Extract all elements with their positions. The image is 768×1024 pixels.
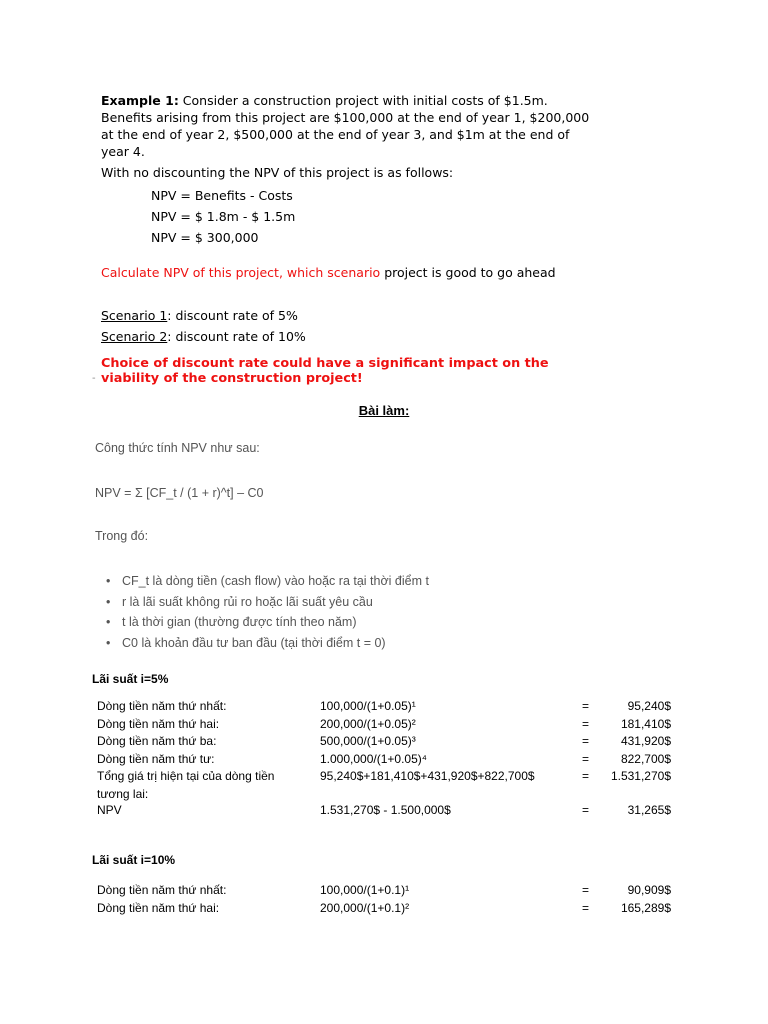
row-value: 431,920$ — [620, 734, 671, 748]
list-item: • t là thời gian (thường được tính theo năm) — [106, 612, 429, 633]
scenario-text: : discount rate of 5% — [167, 308, 298, 323]
definition-list — [106, 571, 429, 653]
row-value: 181,410$ — [620, 716, 671, 731]
row-value: 1.531,270$ — [610, 769, 671, 783]
row-formula: 200,000/(1+0.05)² — [320, 716, 416, 731]
where-text: Trong đó: — [95, 529, 149, 543]
list-item: • CF_t là dòng tiền (cash flow) vào hoặc ra tại thời điểm t — [106, 571, 429, 592]
row-formula: 200,000/(1+0.1)² — [320, 900, 410, 915]
row-formula: 100,000/(1+0.1)¹ — [320, 883, 410, 897]
example-body: Consider a construction project with initial costs of $1.5m. Benefits arising from this project are $100,000 at the end of year 1, $200,000 at the end of year 2, $500,000 at the end of year 3, and $1m at the end of year 4. — [101, 93, 590, 159]
scenario-item — [101, 326, 591, 347]
page-title: Bài làm: — [358, 403, 410, 418]
example-block — [92, 92, 591, 386]
section-title-5: Lãi suất i=5% — [92, 672, 169, 686]
calc-question-black: project is good to go ahead — [380, 265, 556, 280]
npv-line: NPV = Benefits - Costs — [151, 188, 293, 203]
example-lead: Example 1: — [101, 93, 179, 108]
dash-mark: - — [92, 373, 96, 384]
scenario-label: Scenario 1 — [101, 308, 168, 323]
npv-line: NPV = $ 1.8m - $ 1.5m — [151, 209, 296, 224]
npv-line: NPV = $ 300,000 — [151, 230, 259, 245]
row-equals: = — [582, 699, 590, 713]
row-label: Dòng tiền năm thứ ba: — [97, 734, 217, 748]
row-equals: = — [582, 751, 590, 766]
row-value: 31,265$ — [627, 803, 671, 817]
row-equals: = — [582, 769, 590, 783]
choice-warning — [92, 356, 591, 386]
row-equals: = — [582, 734, 590, 748]
row-label: Tổng giá trị hiện tại của dòng tiền tương lai: — [97, 769, 275, 801]
choice-text: Choice of discount rate could have a significant impact on the viability of the construction project! — [101, 356, 549, 386]
row-value: 95,240$ — [627, 699, 671, 713]
intro-text: Công thức tính NPV như sau: — [95, 441, 260, 455]
example-paragraph — [101, 92, 591, 160]
row-label: Dòng tiền năm thứ nhất: — [97, 883, 227, 897]
row-formula: 95,240$+181,410$+431,920$+822,700$ — [320, 769, 535, 783]
formula-text: NPV = Σ [CF_t / (1 + r)^t] – C0 — [95, 486, 264, 500]
row-label: Dòng tiền năm thứ tư: — [97, 751, 215, 766]
row-value: 90,909$ — [627, 883, 671, 897]
scenario-text: : discount rate of 10% — [167, 329, 306, 344]
section-title-10: Lãi suất i=10% — [92, 853, 176, 867]
list-item: • r là lãi suất không rủi ro hoặc lãi suất yêu cầu — [106, 592, 429, 613]
scenario-list — [101, 305, 591, 347]
row-label: Dòng tiền năm thứ nhất: — [97, 699, 227, 713]
scenario-label: Scenario 2 — [101, 329, 168, 344]
row-label: Dòng tiền năm thứ hai: — [97, 716, 220, 731]
row-value: 165,289$ — [620, 900, 671, 915]
row-equals: = — [582, 900, 590, 915]
calc-question-red: Calculate NPV of this project, which scenario — [101, 265, 381, 280]
row-label: NPV — [97, 803, 122, 817]
row-label: Dòng tiền năm thứ hai: — [97, 900, 220, 915]
row-formula: 1.000,000/(1+0.05)⁴ — [320, 751, 427, 766]
row-equals: = — [582, 883, 590, 897]
row-equals: = — [582, 716, 590, 731]
no-discount-text: With no discounting the NPV of this project is as follows: — [101, 165, 454, 180]
row-value: 822,700$ — [620, 751, 671, 766]
row-formula: 1.531,270$ - 1.500,000$ — [320, 803, 451, 817]
npv-lines — [151, 185, 591, 248]
scenario-item — [101, 305, 591, 326]
calc-question — [101, 264, 591, 281]
row-formula: 100,000/(1+0.05)¹ — [320, 699, 416, 713]
row-equals: = — [582, 803, 590, 817]
row-formula: 500,000/(1+0.05)³ — [320, 734, 416, 748]
list-item: • C0 là khoản đầu tư ban đầu (tại thời điểm t = 0) — [106, 633, 429, 654]
